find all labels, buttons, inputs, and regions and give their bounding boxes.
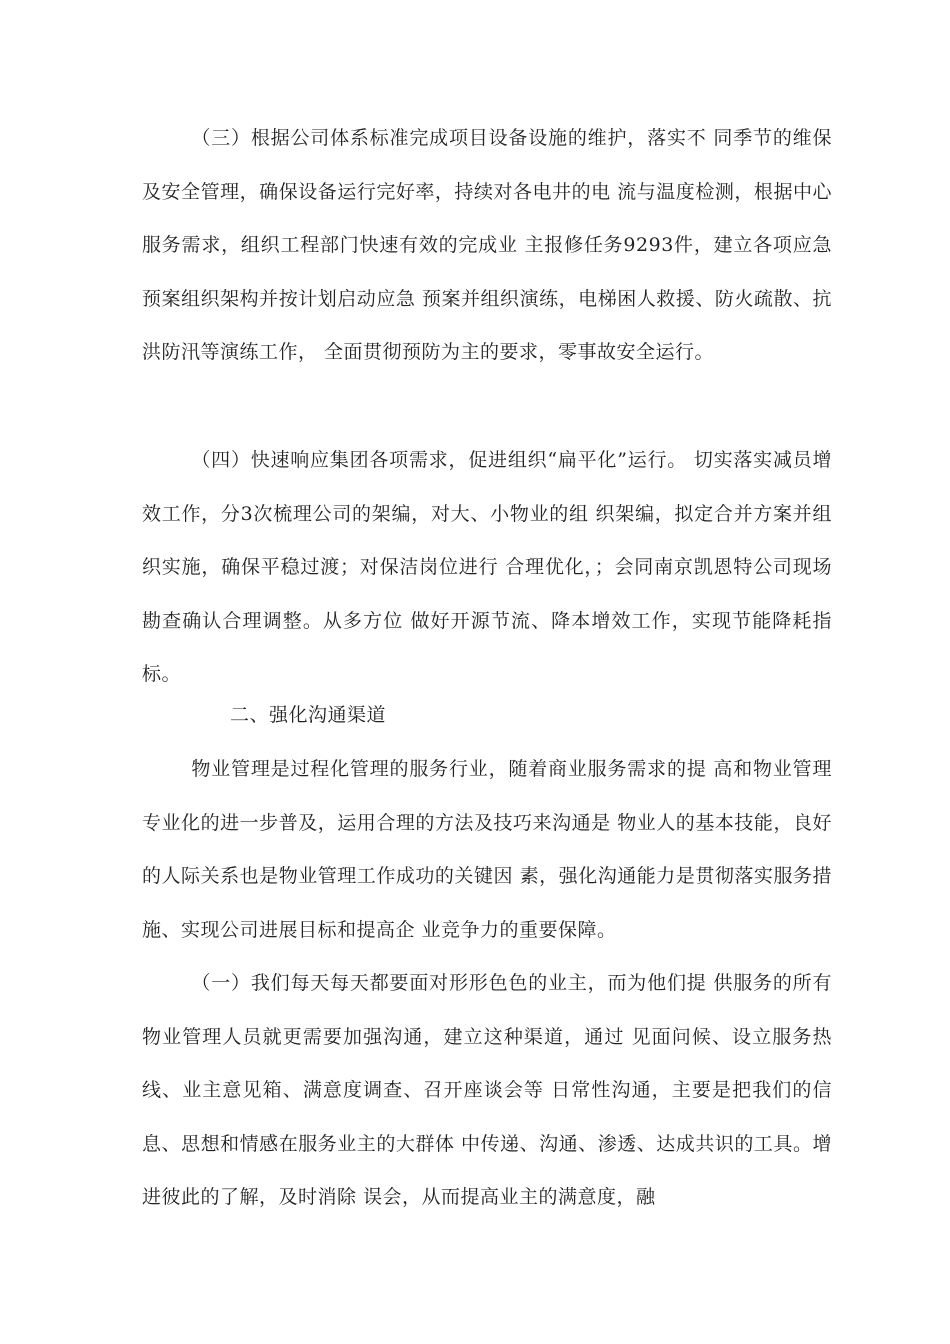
paragraph-communication-intro: 物业管理是过程化管理的服务行业，随着商业服务需求的提 高和物业管理专业化的进一步普及，运用合理的方法及技巧来沟通是 物业人的基本技能，良好的人际关系也是物业管理工作成功的关键因 素，强化沟通能力是贯彻落实服务措施、实现公司进展目标和提高企 业竞争力的重要保障。 (142, 758, 832, 941)
section-heading: 二、强化沟通渠道 (230, 704, 387, 726)
paragraph-communication-channels: （一）我们每天每天都要面对形形色色的业主，而为他们提 供服务的所有物业管理人员就更需要加强沟通，建立这种渠道，通过 见面问候、设立服务热线、业主意见箱、满意度调查、召开座谈会等 日常性沟通，主要是把我们的信息、思想和情感在服务业主的大群体 中传递、沟通、渗透、达成共识的工具。增进彼此的了解，及时消除 误会，从而提高业主的满意度，融 (142, 972, 832, 1208)
paragraph-maintenance: （三）根据公司体系标准完成项目设备设施的维护，落实不 同季节的维保及安全管理，确保设备运行完好率，持续对各电井的电 流与温度检测，根据中心服务需求，组织工程部门快速有效的完成业 主报修任务9293件，建立各项应急预案组织架构并按计划启动应急 预案并组织演练，电梯困人救援、防火疏散、抗洪防汛等演练工作， 全面贯彻预防为主的要求，零事故安全运行。 (142, 127, 832, 363)
paragraph-flattening: （四）快速响应集团各项需求，促进组织“扁平化”运行。 切实落实减员增效工作，分3次梳理公司的架编，对大、小物业的组 织架编，拟定合并方案并组织实施，确保平稳过渡；对保洁岗位进行 合理优化，；会同南京凯恩特公司现场勘查确认合理调整。从多方位 做好开源节流、降本增效工作，实现节能降耗指标。 (142, 449, 832, 685)
